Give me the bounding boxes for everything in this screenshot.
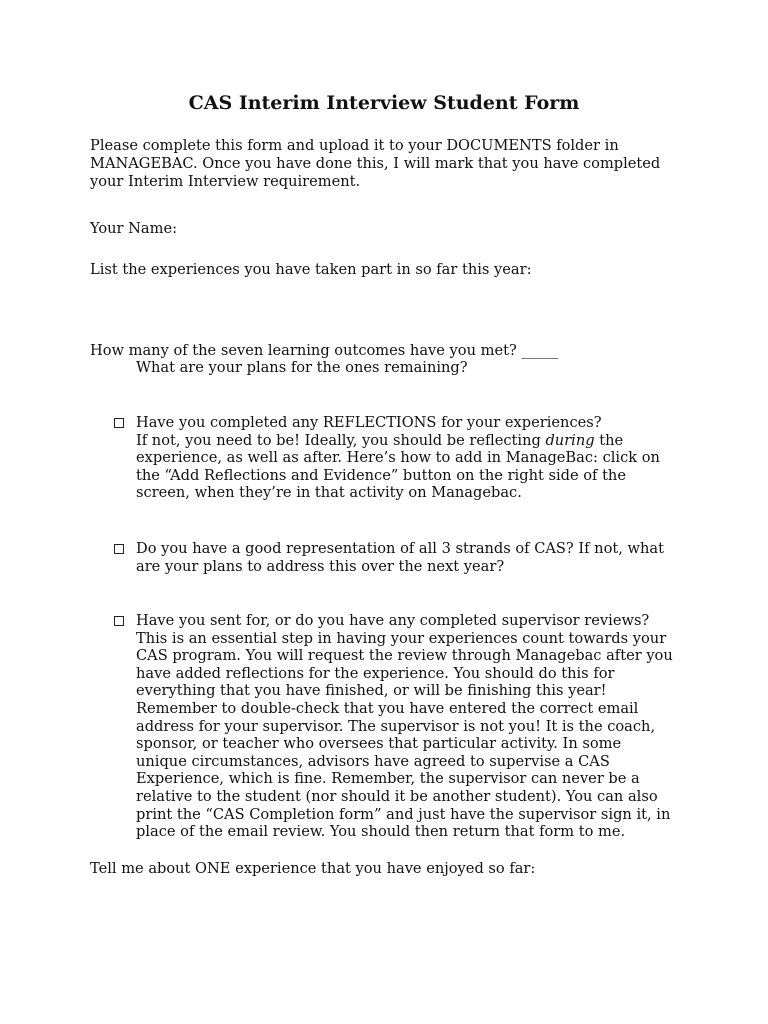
- supervisor-heading: Have you sent for, or do you have any completed supervisor reviews?: [136, 612, 650, 629]
- experiences-label: List the experiences you have taken part in so far this year:: [90, 261, 532, 278]
- page-title: CAS Interim Interview Student Form: [188, 92, 580, 114]
- checkbox-icon: [114, 418, 124, 428]
- outcomes-blank: _____: [521, 342, 558, 359]
- supervisor-body: This is an essential step in having your experiences count towards your CAS program. You will request the review through Managebac after you have added reflections for the experience. You should do this for everything that you have finished, or will be finishing this year! Remember to double-check that you have entered the correct email address for your supervisor. The supervisor is not you! It is the coach, sponsor, or teacher who oversees that particular activity. In some unique circumstances, advisors have agreed to supervise a CAS Experience, which is fine. Remember, the supervisor can never be a relative to the student (nor should it be another student). You can also print the “CAS Completion form” and just have the supervisor sign it, in place of the email review. You should then return that form to me.: [136, 629, 673, 841]
- outcomes-question-line: [90, 342, 690, 360]
- reflections-body: If not, you need to be! Ideally, you should be reflecting during the experience, as well as after. Here’s how to add in ManageBac: click on the “Add Reflections and Evidence” button on the right side of the screen, when they’re in that activity on Managebac.: [136, 431, 660, 502]
- checkbox-icon: [114, 616, 124, 626]
- strands-heading: Do you have a good representation of all 3 strands of CAS? If not, what are your plans to address this over the next year?: [136, 540, 664, 575]
- your-name-label: Your Name:: [90, 220, 178, 237]
- enjoyed-label: Tell me about ONE experience that you have enjoyed so far:: [90, 860, 536, 877]
- plans-question: What are your plans for the ones remaining?: [136, 359, 468, 376]
- checkbox-icon: [114, 544, 124, 554]
- outcomes-question: How many of the seven learning outcomes have you met?: [90, 342, 517, 359]
- reflections-heading: Have you completed any REFLECTIONS for your experiences?: [136, 414, 602, 431]
- intro-paragraph: Please complete this form and upload it to your DOCUMENTS folder in MANAGEBAC. Once you have done this, I will mark that you have completed your Interim Interview requirement.: [90, 137, 661, 190]
